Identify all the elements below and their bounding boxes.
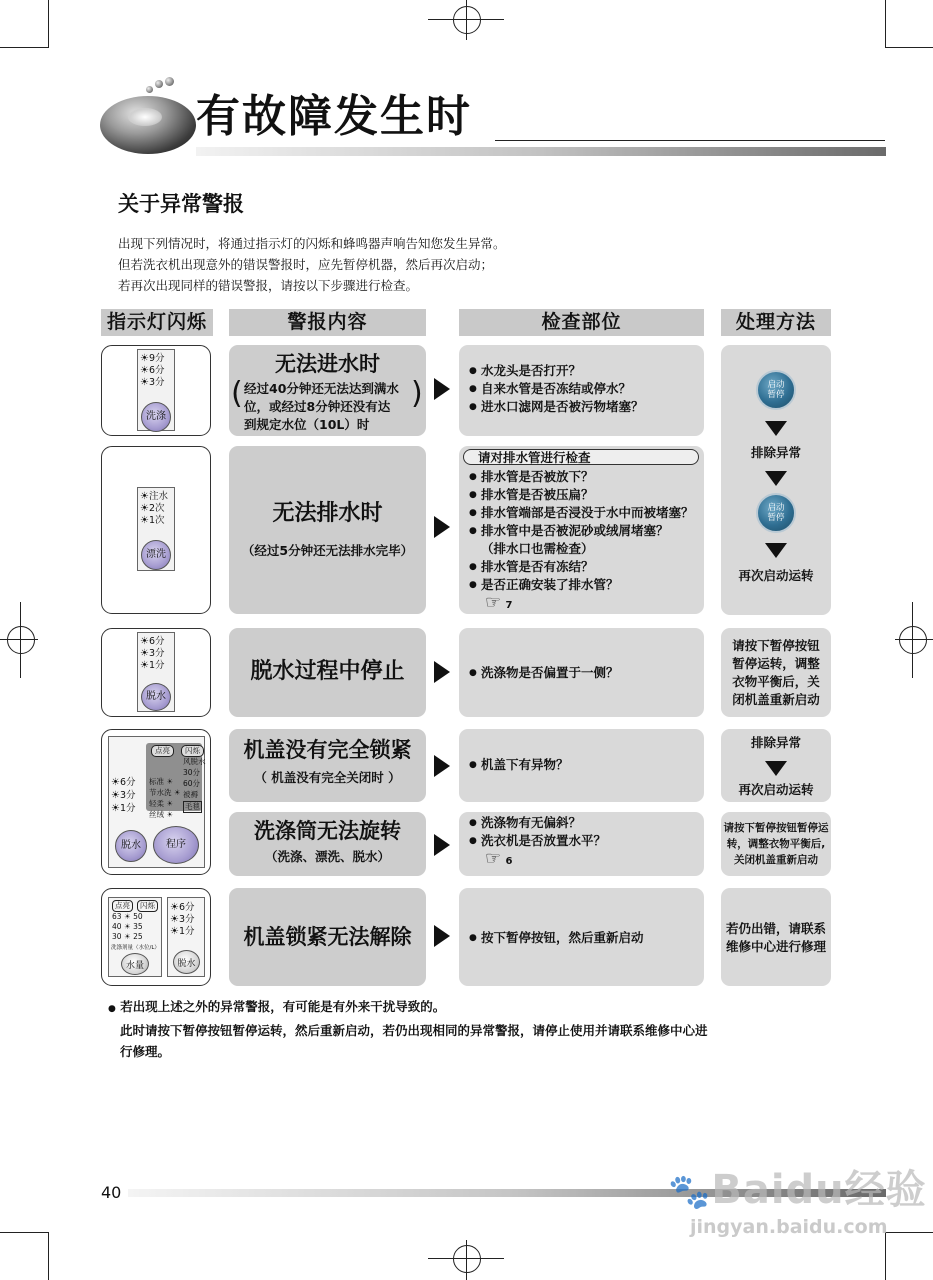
fix-cell	[721, 812, 831, 876]
lit-label: 点亮	[112, 900, 133, 912]
led-icon: ☀	[111, 777, 120, 788]
alarm-title: 机盖没有完全锁紧	[243, 738, 412, 762]
led-icon: ☀	[166, 777, 174, 786]
led-icon: ☀	[173, 788, 181, 797]
check-item: ● 排水管中是否被泥砂或绒屑堵塞？	[469, 522, 694, 540]
program-label: 30分	[183, 768, 201, 777]
fix-cell	[721, 888, 831, 986]
fix-step: 排除异常	[750, 445, 801, 460]
alarm-cell	[229, 446, 426, 614]
led-icon: ☀	[140, 515, 149, 526]
alarm-title: 无法排水时	[272, 501, 383, 526]
intro-line: 出现下列情况时，将通过指示灯的闪烁和蜂鸣器声响告知您发生异常。	[118, 236, 506, 251]
indicator-box	[101, 446, 211, 614]
check-item: ● 自来水管是否冻结或停水？	[469, 380, 644, 398]
indicator-panel	[108, 736, 205, 868]
watermark-url: jingyan.baidu.com	[690, 1216, 888, 1238]
led-icon: ☀	[140, 648, 149, 659]
program-label: 轻柔	[149, 799, 164, 808]
registration-mark	[453, 1245, 481, 1273]
led-label: 6分	[178, 902, 195, 913]
indicator-panel	[137, 349, 175, 431]
start-pause-button-icon: 启动 暂停	[756, 370, 796, 410]
fix-step: 再次启动运转	[738, 568, 814, 583]
alarm-cell	[229, 812, 426, 876]
column-header-fix: 处理方法	[721, 309, 831, 336]
led-label: 1分	[119, 803, 136, 814]
footnote-line: 行修理。	[120, 1044, 171, 1059]
registration-mark	[899, 626, 927, 654]
watermark-brand: 🐾Baidu经验	[668, 1167, 927, 1213]
check-item: ● 洗衣机是否放置水平？	[469, 832, 606, 850]
check-cell	[459, 729, 704, 802]
arrow-right-icon	[434, 925, 450, 947]
program-button: 程序	[153, 826, 199, 864]
footnote	[108, 996, 708, 1062]
arrow-down-icon	[765, 421, 787, 436]
alarm-note-line: 位，或经过8分钟还没有达	[244, 399, 391, 414]
title-gradient-bar	[196, 147, 886, 156]
water-level: 30	[112, 932, 122, 941]
indicator-box	[101, 628, 211, 717]
fix-cell	[721, 628, 831, 717]
fix-step: 排除异常	[750, 735, 801, 750]
check-cell	[459, 888, 704, 986]
check-item: ● 排水管是否被放下？	[469, 468, 694, 486]
led-label: 6分	[148, 636, 165, 647]
alarm-title: 无法进水时	[275, 352, 380, 376]
crop-mark	[885, 47, 933, 48]
led-icon: ☀	[170, 902, 179, 913]
check-cell	[459, 345, 704, 436]
led-label: 6分	[148, 365, 165, 376]
led-label: 6分	[119, 777, 136, 788]
crop-mark	[885, 1232, 886, 1280]
alarm-note: （经过5分钟还无法排水完毕）	[241, 543, 414, 558]
check-item: ● 排水管是否有冻结？	[469, 558, 694, 576]
rinse-button: 漂洗	[141, 540, 171, 570]
water-level-button: 水量	[121, 953, 149, 975]
crop-mark	[0, 1232, 48, 1233]
fix-cell	[721, 729, 831, 802]
led-label: 9分	[148, 353, 165, 364]
crop-mark	[48, 0, 49, 48]
decor-dot	[165, 77, 174, 86]
arrow-right-icon	[434, 834, 450, 856]
paren-close: )	[411, 376, 423, 411]
indicator-box	[101, 888, 211, 986]
wash-button: 洗涤	[141, 402, 171, 432]
fix-step: 再次启动运转	[738, 782, 814, 797]
led-icon: ☀	[140, 365, 149, 376]
led-label: 3分	[148, 377, 165, 388]
bullet-icon: ●	[108, 1004, 116, 1014]
arrow-down-icon	[765, 761, 787, 776]
crop-mark	[885, 0, 886, 48]
led-label: 1分	[178, 926, 195, 937]
page-reference: 6	[505, 856, 513, 867]
fix-text: 请按下暂停按钮暂停运 转，调整衣物平衡后, 关闭机盖重新启动	[723, 822, 829, 866]
program-label: 风脱水	[183, 757, 206, 766]
decor-dot	[155, 80, 163, 88]
led-icon: ☀	[140, 660, 149, 671]
fix-text: 请按下暂停按钮 暂停运转，调整 衣物平衡后，关 闭机盖重新启动	[732, 638, 820, 707]
registration-mark	[453, 6, 481, 34]
led-icon: ☀	[140, 636, 149, 647]
paw-icon: 🐾	[668, 1172, 712, 1212]
led-icon: ☀	[170, 914, 179, 925]
pointing-hand-icon: ☞	[485, 848, 502, 869]
intro-line: 但若洗衣机出现意外的错误警报时，应先暂停机器，然后再次启动；	[118, 257, 494, 272]
column-header-alarm: 警报内容	[229, 309, 426, 336]
section-title: 关于异常警报	[118, 192, 244, 216]
check-item: ● 排水管端部是否浸没于水中而被堵塞？	[469, 504, 694, 522]
water-level: 63	[112, 912, 122, 921]
led-icon: ☀	[166, 799, 174, 808]
blink-label: 闪烁	[181, 745, 204, 757]
title-underline	[495, 140, 885, 141]
led-icon: ☀	[140, 353, 149, 364]
alarm-note: （洗涤、漂洗、脱水）	[264, 849, 390, 864]
alarm-cell	[229, 729, 426, 802]
alarm-note: （ 机盖没有完全关闭时 ）	[254, 770, 401, 785]
led-label: 注水	[148, 491, 168, 502]
water-level-caption: 洗涤剂量（水位/L）	[111, 945, 160, 951]
water-level-panel	[108, 897, 162, 977]
lit-label: 点亮	[151, 745, 174, 757]
fix-text: 若仍出错，请联系 维修中心进行修理	[725, 921, 826, 954]
check-item: ● 按下暂停按钮，然后重新启动	[469, 929, 644, 947]
alarm-cell	[229, 345, 426, 436]
spin-button: 脱水	[115, 830, 147, 862]
alarm-title: 机盖锁紧无法解除	[243, 925, 412, 949]
led-icon: ☀	[170, 926, 179, 937]
led-icon: ☀	[140, 491, 149, 502]
water-level: 35	[133, 922, 143, 931]
program-label: 标准	[149, 777, 164, 786]
led-icon: ☀	[140, 503, 149, 514]
alarm-note	[244, 380, 399, 434]
alarm-title: 脱水过程中停止	[250, 659, 405, 684]
column-header-check: 检查部位	[459, 309, 704, 336]
footnote-line: 若出现上述之外的异常警报，有可能是有外来干扰导致的。	[120, 999, 446, 1014]
led-icon: ☀	[111, 790, 120, 801]
program-label: 60分	[183, 779, 201, 788]
check-item: ● 排水管是否被压扁？	[469, 486, 694, 504]
crop-mark	[48, 1232, 49, 1280]
arrow-right-icon	[434, 661, 450, 683]
led-label: 1次	[148, 515, 165, 526]
spin-button: 脱水	[141, 683, 171, 711]
pointing-hand-icon: ☞	[485, 592, 502, 613]
indicator-box	[101, 729, 211, 875]
program-label: 节水洗	[149, 788, 172, 797]
spin-button: 脱水	[173, 950, 200, 974]
alarm-cell	[229, 888, 426, 986]
arrow-down-icon	[765, 543, 787, 558]
water-level: 40	[112, 922, 122, 931]
check-header: 请对排水管进行检查	[463, 449, 699, 465]
led-label: 3分	[148, 648, 165, 659]
check-item: ● 是否正确安装了排水管？	[469, 576, 694, 594]
check-item: ● 洗涤物是否偏置于一侧？	[469, 664, 619, 682]
program-label: 被褥	[183, 790, 198, 799]
led-icon: ☀	[140, 377, 149, 388]
intro-line: 若再次出现同样的错误警报，请按以下步骤进行检查。	[118, 278, 419, 293]
check-cell	[459, 446, 704, 614]
indicator-panel	[167, 897, 205, 977]
alarm-note-line: 经过40分钟还无法达到满水	[244, 381, 399, 396]
page-number: 40	[101, 1183, 122, 1202]
program-label: 丝绒	[149, 810, 164, 819]
page-reference: 7	[505, 600, 513, 611]
check-item: ● 机盖下有异物？	[469, 756, 569, 774]
indicator-panel	[137, 487, 175, 571]
sphere-highlight	[128, 108, 162, 126]
check-cell	[459, 628, 704, 717]
alarm-note-line: 到规定水位（10L）时	[244, 417, 370, 432]
registration-mark	[7, 626, 35, 654]
led-icon: ☀	[111, 803, 120, 814]
paren-open: (	[231, 376, 243, 411]
alarm-title: 洗涤筒无法旋转	[254, 819, 401, 843]
indicator-box	[101, 345, 211, 436]
led-label: 2次	[148, 503, 165, 514]
check-cell	[459, 812, 704, 876]
arrow-right-icon	[434, 755, 450, 777]
check-item: ● 洗涤物有无偏斜？	[469, 814, 606, 832]
decor-dot	[146, 86, 153, 93]
page-title: 有故障发生时	[196, 91, 472, 142]
led-icon: ☀	[166, 810, 174, 819]
footnote-line: 此时请按下暂停按钮暂停运转，然后重新启动，若仍出现相同的异常警报，请停止使用并请联系维修中心进	[120, 1023, 708, 1038]
column-header-indicator: 指示灯闪烁	[101, 309, 213, 336]
check-item: ● 进水口滤网是否被污物堵塞？	[469, 398, 644, 416]
led-label: 3分	[178, 914, 195, 925]
led-label: 3分	[119, 790, 136, 801]
start-pause-button-icon: 启动 暂停	[756, 493, 796, 533]
indicator-panel	[137, 632, 175, 712]
water-level: 50	[133, 912, 143, 921]
blink-label: 闪烁	[137, 900, 158, 912]
water-level: 25	[133, 932, 143, 941]
crop-mark	[0, 47, 48, 48]
fix-cell	[721, 345, 831, 615]
led-label: 1分	[148, 660, 165, 671]
program-label: 毛毯	[185, 802, 200, 811]
check-item: ● 水龙头是否打开？	[469, 362, 644, 380]
crop-mark	[885, 1232, 933, 1233]
arrow-down-icon	[765, 471, 787, 486]
arrow-right-icon	[434, 378, 450, 400]
led-icon: ☀	[123, 922, 131, 931]
led-icon: ☀	[123, 912, 131, 921]
check-item-note: （排水口也需检查）	[481, 541, 594, 556]
arrow-right-icon	[434, 516, 450, 538]
alarm-cell	[229, 628, 426, 717]
led-icon: ☀	[123, 932, 131, 941]
